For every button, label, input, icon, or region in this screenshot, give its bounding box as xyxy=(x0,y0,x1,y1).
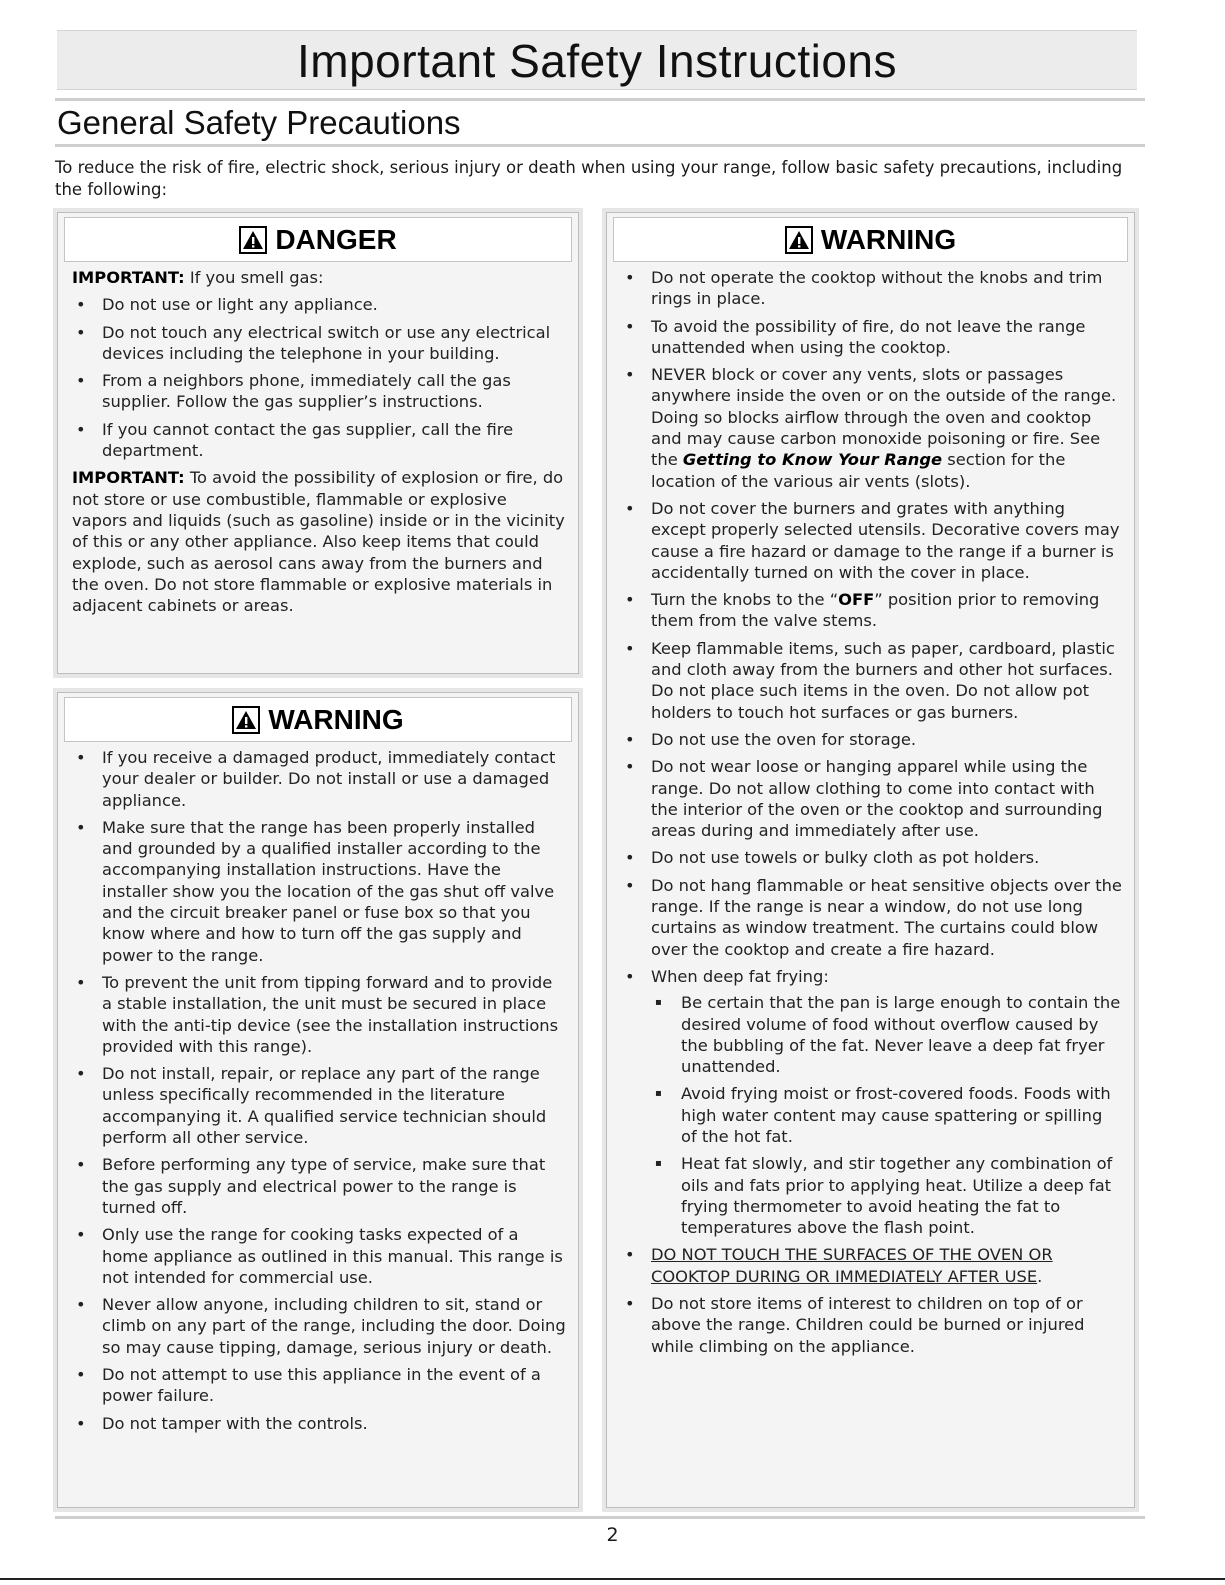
list-item xyxy=(621,966,1122,1239)
warning-triangle-icon xyxy=(232,706,260,734)
important-label: IMPORTANT: xyxy=(72,468,185,488)
warning-list-right xyxy=(621,267,1122,1357)
list-item: • Make sure that the range has been properly installed and grounded by a qualified installer according to the accompanying installation instructions. Have the installer show you the location of the gas shut off valve and the circuit breaker panel or fuse box so that you know where and how to turn off the gas supply and power to the range. xyxy=(72,817,566,966)
sub-list-item: ▪ Heat fat slowly, and stir together any combination of oils and fats prior to applying heat. Utilize a deep fat frying thermometer to avoid heating the fat to temperatures above the flash point. xyxy=(651,1153,1122,1238)
sub-list-item: ▪ Be certain that the pan is large enough to contain the desired volume of food without overflow caused by the bubbling of the fat. Never leave a deep fat fryer unattended. xyxy=(651,992,1122,1077)
list-item xyxy=(621,364,1122,492)
list-item: • Do not install, repair, or replace any part of the range unless specifically recommended in the literature accompanying it. A qualified service technician should perform all other service. xyxy=(72,1063,566,1148)
warning-header-left xyxy=(64,697,572,742)
list-item: • Do not tamper with the controls. xyxy=(72,1413,566,1434)
list-item: • Do not wear loose or hanging apparel while using the range. Do not allow clothing to come into contact with the interior of the oven or the cooktop and surrounding areas during and immediately after use. xyxy=(621,756,1122,841)
warning-triangle-icon xyxy=(785,226,813,254)
list-item: • Do not cover the burners and grates with anything except properly selected utensils. Decorative covers may cause a fire hazard or damage to the range if a burner is accidentally turned on with the cover in place. xyxy=(621,498,1122,583)
off-label: OFF xyxy=(838,590,875,610)
item-text: section for the location of the various air vents (slots). xyxy=(651,450,1066,491)
warning-box-left xyxy=(57,692,579,1508)
title-banner xyxy=(57,30,1137,90)
danger-list xyxy=(72,294,566,461)
danger-header xyxy=(64,217,572,262)
warning-label-right: WARNING xyxy=(820,223,957,255)
list-item: • Do not operate the cooktop without the knobs and trim rings in place. xyxy=(621,267,1122,310)
list-item: • Do not use the oven for storage. xyxy=(621,729,1122,750)
deep-fat-frying-list xyxy=(651,992,1122,1238)
item-text: NEVER block or cover any vents, slots or passages anywhere inside the oven or on the outside of the range. Doing so blocks airflow through the oven and cooktop and may cause carbon monoxide poisoning or fire. See the xyxy=(651,365,1117,470)
warning-body-left xyxy=(58,742,578,1434)
danger-box xyxy=(57,212,579,674)
warning-label-left: WARNING xyxy=(268,703,404,735)
list-item: • Do not use or light any appliance. xyxy=(72,294,566,315)
list-item: • Only use the range for cooking tasks expected of a home appliance as outlined in this manual. This range is not intended for commercial use. xyxy=(72,1224,566,1288)
list-item: • If you cannot contact the gas supplier, call the fire department. xyxy=(72,419,566,462)
danger-body xyxy=(58,262,578,616)
list-item: • Before performing any type of service, make sure that the gas supply and electrical power to the range is turned off. xyxy=(72,1154,566,1218)
page-edge-rule xyxy=(0,1578,1225,1580)
item-text: Turn the knobs to the “ xyxy=(651,590,839,610)
section-reference: Getting to Know Your Range xyxy=(682,450,943,470)
warning-body-right xyxy=(607,262,1134,1357)
warning-list-left xyxy=(72,747,566,1434)
list-item: • Keep flammable items, such as paper, cardboard, plastic and cloth away from the burners and other hot surfaces. Do not place such items in the oven. Do not allow pot holders to touch hot surfaces or gas burners. xyxy=(621,638,1122,723)
item-text: When deep fat frying: xyxy=(651,966,829,986)
list-item: • Do not use towels or bulky cloth as pot holders. xyxy=(621,847,1122,868)
list-item: • If you receive a damaged product, immediately contact your dealer or builder. Do not install or use a damaged appliance. xyxy=(72,747,566,811)
sub-list-item: ▪ Avoid frying moist or frost-covered foods. Foods with high water content may cause spattering or spilling of the hot fat. xyxy=(651,1083,1122,1147)
intro-paragraph: To reduce the risk of fire, electric shock, serious injury or death when using your range, follow basic safety precautions, including the following: xyxy=(55,158,1123,199)
list-item xyxy=(621,1244,1122,1287)
danger-note xyxy=(72,467,566,616)
danger-note-text: To avoid the possibility of explosion or fire, do not store or use combustible, flammable or explosive vapors and liquids (such as gasoline) inside or in the vicinity of this or any other appliance. Also keep items that could explode, such as aerosol cans away from the burners and the oven. Do not store flammable or explosive materials in adjacent cabinets or areas. xyxy=(72,468,565,616)
page-title: Important Safety Instructions xyxy=(297,35,897,87)
page-number: 2 xyxy=(606,1524,619,1546)
list-item: • To prevent the unit from tipping forward and to provide a stable installation, the unit must be secured in place with the anti-tip device (see the installation instructions provided with this range). xyxy=(72,972,566,1057)
warning-header-right xyxy=(613,217,1128,262)
danger-label: DANGER xyxy=(275,223,397,255)
danger-lead xyxy=(72,267,566,288)
item-text: . xyxy=(1037,1266,1043,1286)
title-rule xyxy=(55,98,1145,101)
list-item: • Do not touch any electrical switch or use any electrical devices including the telephone in your building. xyxy=(72,322,566,365)
list-item: • From a neighbors phone, immediately call the gas supplier. Follow the gas supplier’s instructions. xyxy=(72,370,566,413)
emphasis-text: DO NOT TOUCH THE SURFACES OF THE OVEN OR COOKTOP DURING OR IMMEDIATELY AFTER USE xyxy=(651,1245,1053,1286)
section-title: General Safety Precautions xyxy=(57,104,461,141)
danger-lead-text: If you smell gas: xyxy=(184,268,324,287)
warning-box-right xyxy=(606,212,1135,1508)
list-item xyxy=(621,589,1122,632)
list-item: • To avoid the possibility of fire, do not leave the range unattended when using the cooktop. xyxy=(621,316,1122,359)
item-text: ” position prior to removing them from the valve stems. xyxy=(651,590,1100,631)
important-label: IMPORTANT: xyxy=(72,268,185,287)
warning-triangle-icon xyxy=(239,226,267,254)
list-item: • Do not store items of interest to children on top of or above the range. Children could be burned or injured while climbing on the appliance. xyxy=(621,1293,1122,1357)
list-item: • Never allow anyone, including children to sit, stand or climb on any part of the range, including the door. Doing so may cause tipping, damage, serious injury or death. xyxy=(72,1294,566,1358)
list-item: • Do not attempt to use this appliance in the event of a power failure. xyxy=(72,1364,566,1407)
footer-rule xyxy=(55,1516,1145,1519)
section-rule xyxy=(55,144,1145,147)
list-item: • Do not hang flammable or heat sensitive objects over the range. If the range is near a window, do not use long curtains as window treatment. The curtains could blow over the cooktop and create a fire hazard. xyxy=(621,875,1122,960)
